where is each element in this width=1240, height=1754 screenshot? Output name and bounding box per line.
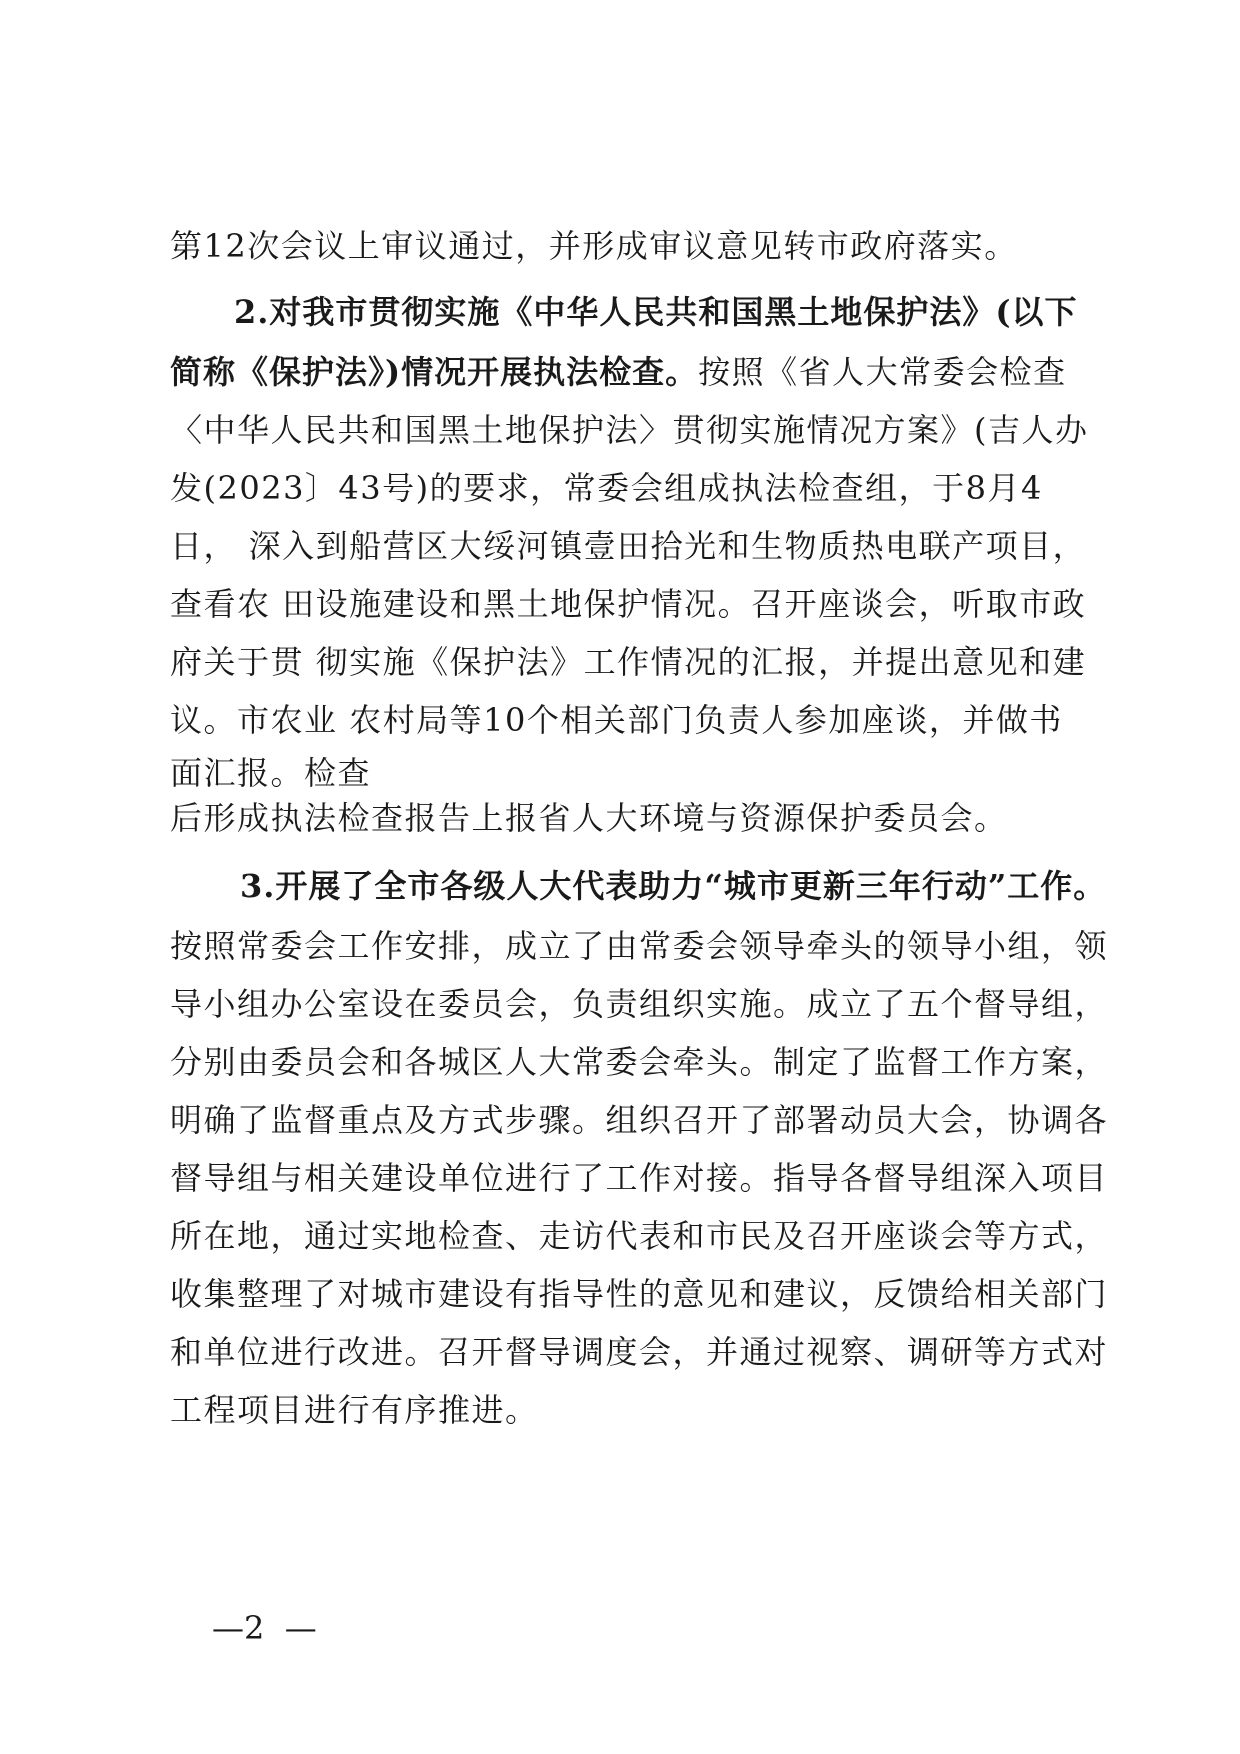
body-line: 按照常委会工作安排，成立了由常委会领导牵头的领导小组，领 <box>170 927 1109 965</box>
body-line: 议。市农业 农村局等10个相关部门负责人参加座谈，并做书 <box>170 701 1063 739</box>
body-line: 第12次会议上审议通过，并形成审议意见转市政府落实。 <box>170 227 1018 265</box>
body-line: 和单位进行改进。召开督导调度会，并通过视察、调研等方式对 <box>170 1333 1109 1371</box>
section-heading-2: 2.对我市贯彻实施《中华人民共和国黑土地保护法》(以下 <box>234 293 1078 331</box>
body-line: 面汇报。检查 <box>170 754 372 792</box>
body-line: 简称《保护法》)情况开展执法检查。按照《省人大常委会检查 <box>170 353 1067 391</box>
body-line: 〈中华人民共和国黑土地保护法〉贯彻实施情况方案》(吉人办 <box>170 411 1089 449</box>
body-line: 导小组办公室设在委员会，负责组织实施。成立了五个督导组， <box>170 985 1109 1023</box>
body-line: 所在地，通过实地检查、走访代表和市民及召开座谈会等方式， <box>170 1217 1109 1255</box>
body-line: 明确了监督重点及方式步骤。组织召开了部署动员大会，协调各 <box>170 1101 1109 1139</box>
body-line: 分别由委员会和各城区人大常委会牵头。制定了监督工作方案， <box>170 1043 1109 1081</box>
body-line: 工程项目进行有序推进。 <box>170 1391 539 1429</box>
body-line: 后形成执法检查报告上报省人大环境与资源保护委员会。 <box>170 799 1008 837</box>
page-number: —2 — <box>212 1609 317 1647</box>
body-line: 府关于贯 彻实施《保护法》工作情况的汇报，并提出意见和建 <box>170 643 1087 681</box>
body-line: 发(2023〕43号)的要求，常委会组成执法检查组，于8月4 <box>170 469 1043 507</box>
body-line: 收集整理了对城市建设有指导性的意见和建议，反馈给相关部门 <box>170 1275 1109 1313</box>
body-line: 督导组与相关建设单位进行了工作对接。指导各督导组深入项目 <box>170 1159 1109 1197</box>
section-heading-3: 3.开展了全市各级人大代表助力“城市更新三年行动”工作。 <box>240 867 1107 905</box>
body-line: 日， 深入到船营区大绥河镇壹田拾光和生物质热电联产项目， <box>170 527 1087 565</box>
body-line: 查看农 田设施建设和黑土地保护情况。召开座谈会，听取市政 <box>170 585 1087 623</box>
